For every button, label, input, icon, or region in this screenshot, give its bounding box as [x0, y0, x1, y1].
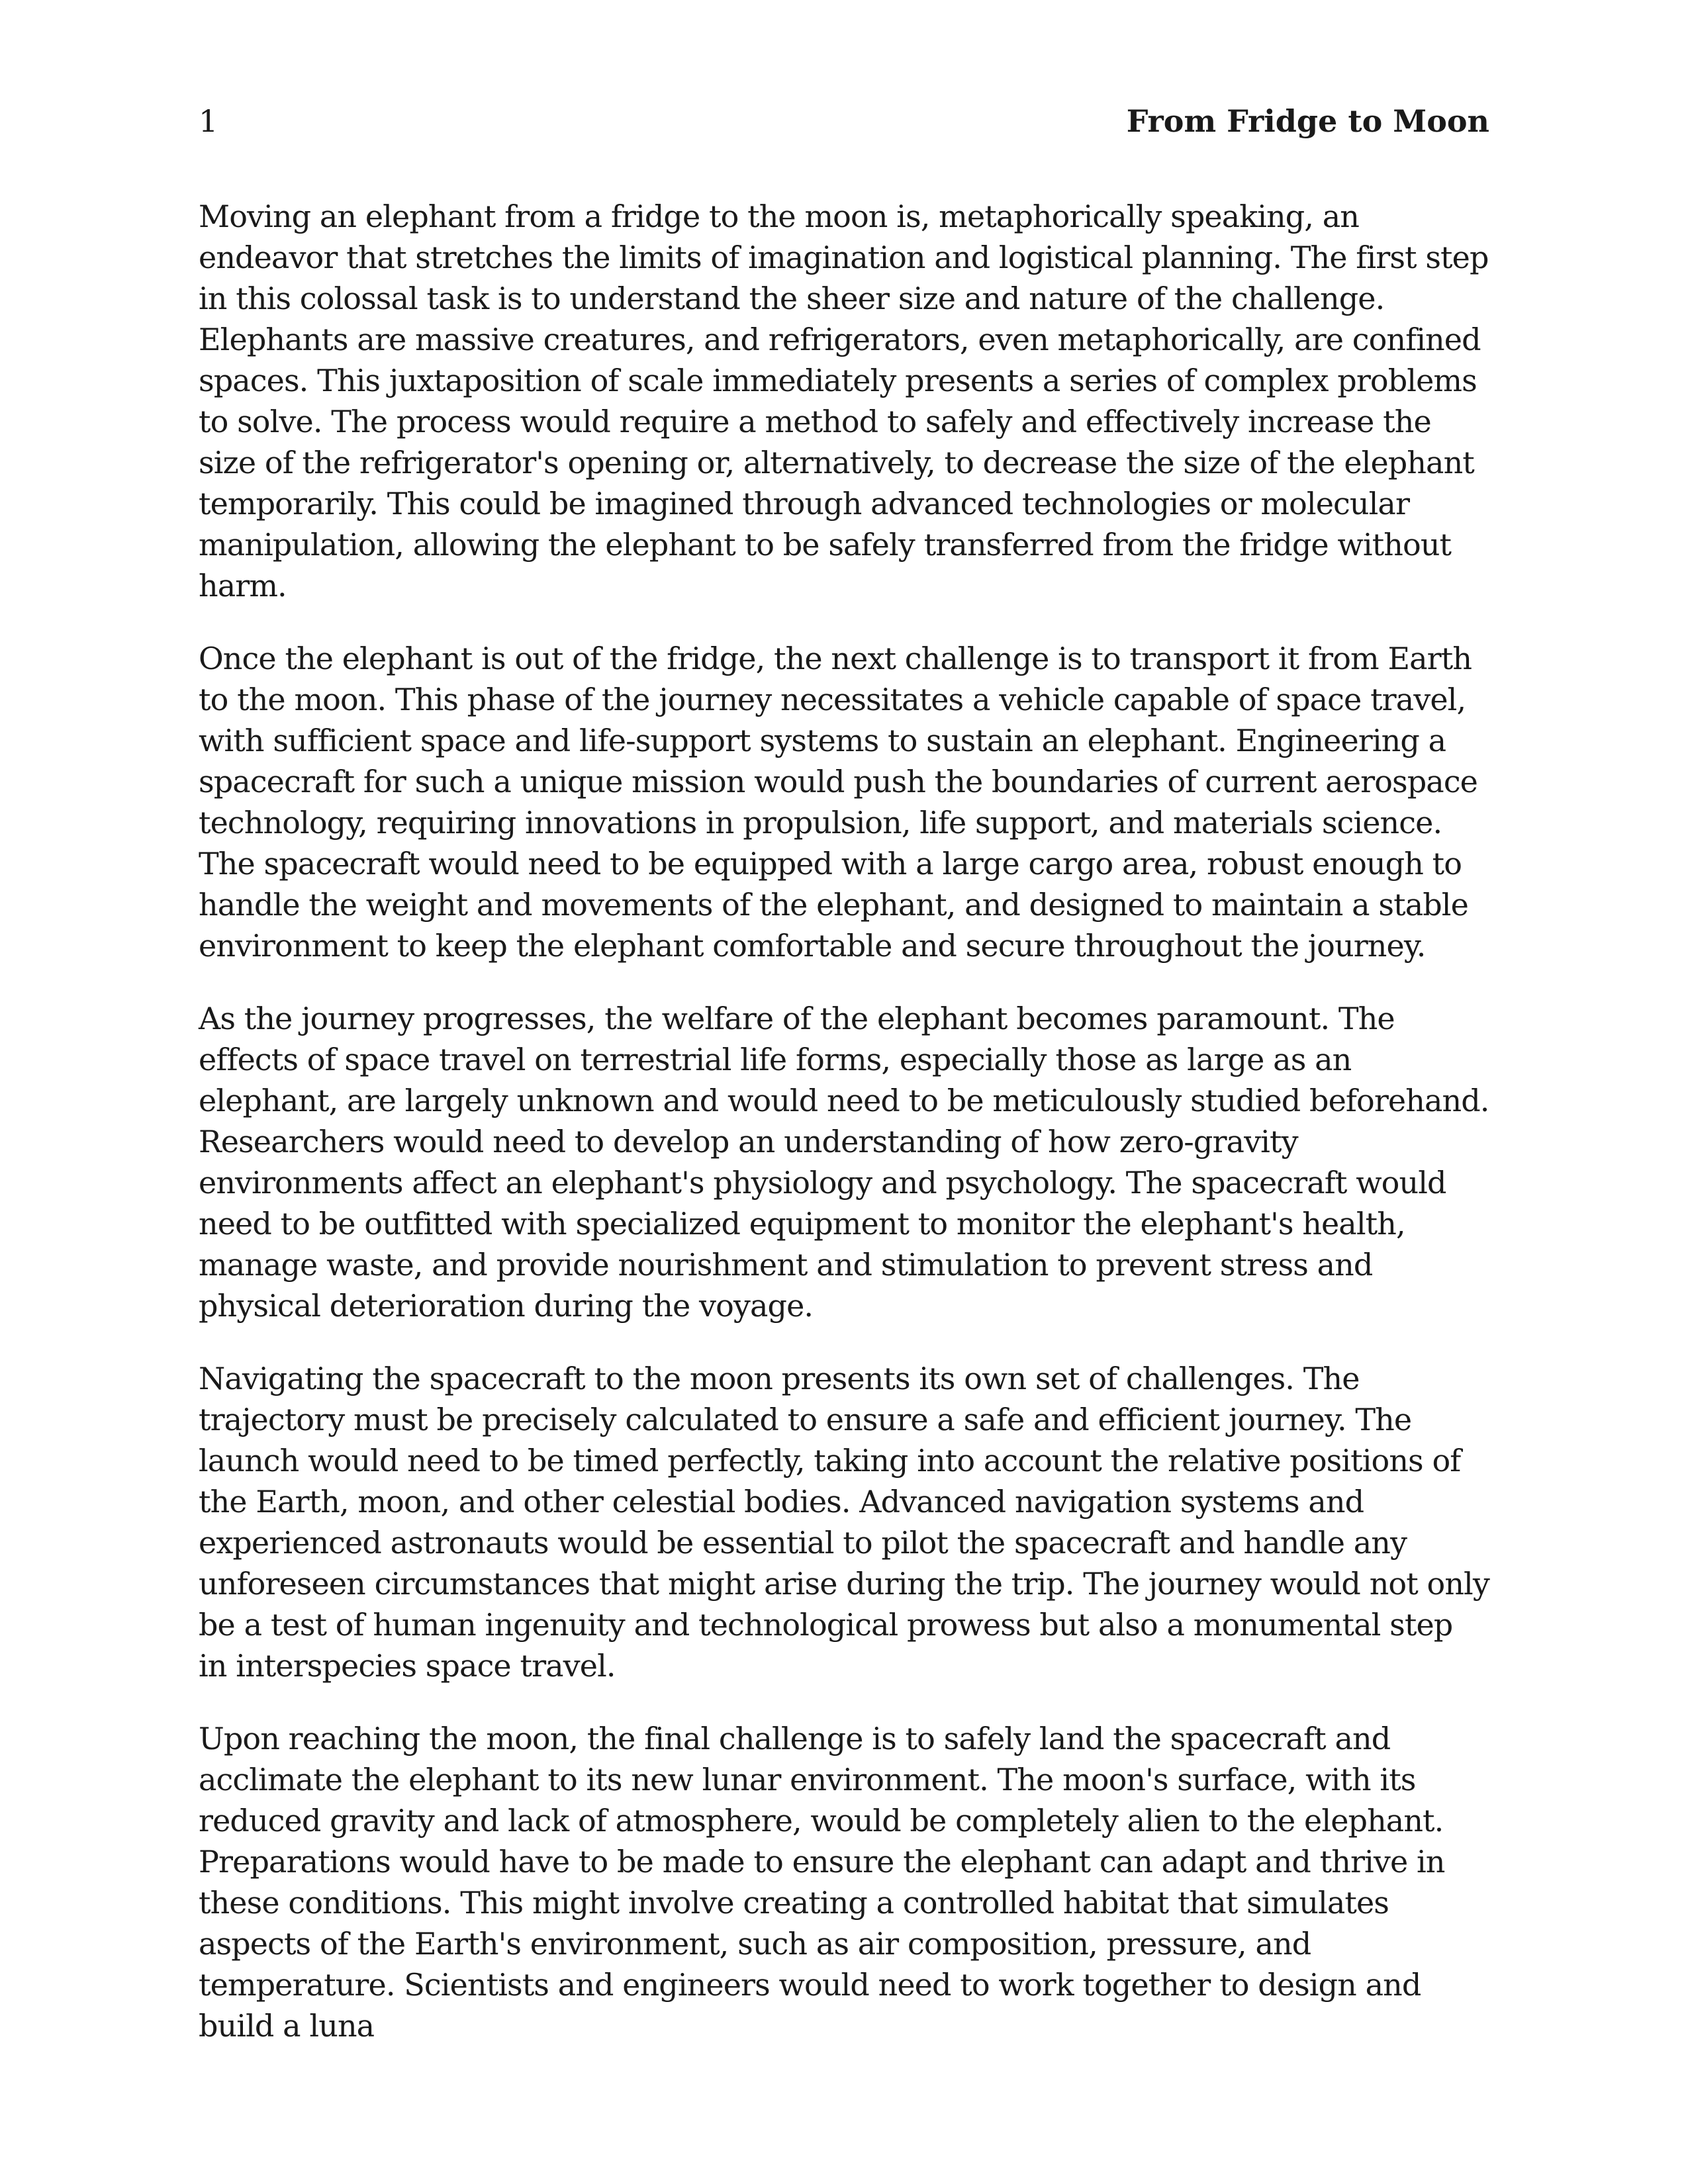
running-title: From Fridge to Moon: [1126, 103, 1489, 139]
body-text: [199, 196, 1489, 2078]
paragraph-1: Moving an elephant from a fridge to the moon is, metaphorically speaking, an endeavor that stretches the limits of imagination and logistical planning. The first step in this colossal task is to understand the sheer size and nature of the challenge. Elephants are massive creatures, and refrigerators, even metaphorically, are confined spaces. This juxtaposition of scale immediately presents a series of complex problems to solve. The process would require a method to safely and effectively increase the size of the refrigerator's opening or, alternatively, to decrease the size of the elephant temporarily. This could be imagined through advanced technologies or molecular manipulation, allowing the elephant to be safely transferred from the fridge without harm.: [199, 199, 1489, 604]
page-number: 1: [199, 103, 218, 139]
page-header: [199, 98, 1489, 144]
paragraph-5: Upon reaching the moon, the final challenge is to safely land the spacecraft and acclimate the elephant to its new lunar environment. The moon's surface, with its reduced gravity and lack of atmosphere, would be completely alien to the elephant. Preparations would have to be made to ensure the elephant can adapt and thrive in these conditions. This might involve creating a controlled habitat that simulates aspects of the Earth's environment, such as air composition, pressure, and temperature. Scientists and engineers would need to work together to design and build a luna: [199, 1721, 1445, 2044]
paragraph-3: As the journey progresses, the welfare of the elephant becomes paramount. The effects of space travel on terrestrial life forms, especially those as large as an elephant, are largely unknown and would need to be meticulously studied beforehand. Researchers would need to develop an understanding of how zero-gravity environments affect an elephant's physiology and psychology. The spacecraft would need to be outfitted with specialized equipment to monitor the elephant's health, manage waste, and provide nourishment and stimulation to prevent stress and physical deterioration during the voyage.: [199, 1001, 1489, 1324]
paragraph-4: Navigating the spacecraft to the moon presents its own set of challenges. The trajectory must be precisely calculated to ensure a safe and efficient journey. The launch would need to be timed perfectly, taking into account the relative positions of the Earth, moon, and other celestial bodies. Advanced navigation systems and experienced astronauts would be essential to pilot the spacecraft and handle any unforeseen circumstances that might arise during the trip. The journey would not only be a test of human ingenuity and technological prowess but also a monumental step in interspecies space travel.: [199, 1361, 1489, 1684]
paragraph-2: Once the elephant is out of the fridge, the next challenge is to transport it from Earth to the moon. This phase of the journey necessitates a vehicle capable of space travel, with sufficient space and life-support systems to sustain an elephant. Engineering a spacecraft for such a unique mission would push the boundaries of current aerospace technology, requiring innovations in propulsion, life support, and materials science. The spacecraft would need to be equipped with a large cargo area, robust enough to handle the weight and movements of the elephant, and designed to maintain a stable environment to keep the elephant comfortable and secure throughout the journey.: [199, 641, 1478, 964]
